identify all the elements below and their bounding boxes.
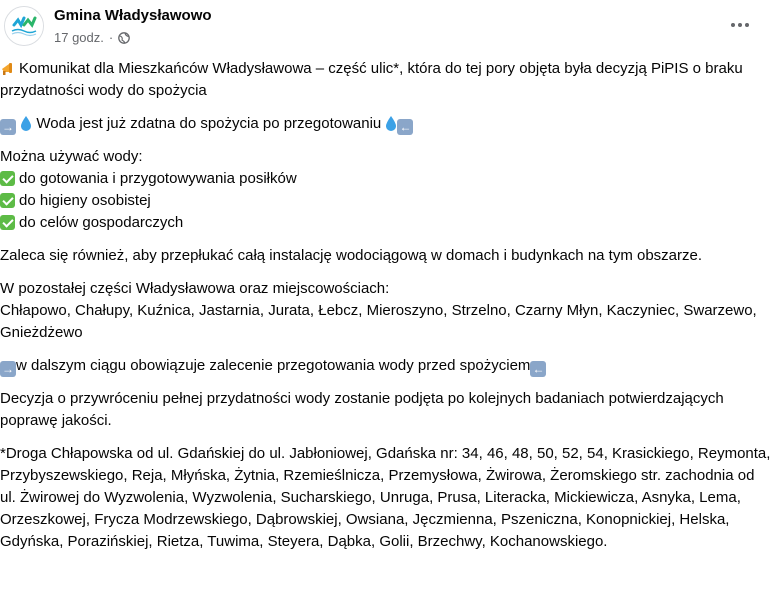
streets-footnote: *Droga Chłapowska od ul. Gdańskiej do ul. Jabłoniowej, Gdańska nr: 34, 46, 48, 50, 52, 54, Krasickiego, Reymonta, Przybyszewskiego, Reja, Młyńska, Żytnia, Rzemieślnicza, Przemysłowa, Żwirowa, Żeromskiego str. zachodnia od ul. Żwirowej do Wyzwolenia, Wyzwolenia, Sucharskiego, Unruga, Prusa, Literacka, Mickiewicza, Asnyka, Lema, Orzeszkowej, Frycza Modrzewskiego, Dąbrowskiej, Owsiana, Jęczmienna, Pszeniczna, Konopnickiej, Helska, Gdyńska, Porazińskiej, Rietza, Tuwima, Steyera, Dąbka, Golii, Brzechwy, Kochanowskiego. <box>0 445 771 550</box>
post-content <box>0 58 772 564</box>
intro-paragraph <box>0 58 772 102</box>
left-arrow-icon: ← <box>532 362 545 376</box>
post-meta <box>54 30 130 45</box>
usage-title: Można używać wody: <box>0 148 143 165</box>
more-dot <box>745 23 749 27</box>
usage-item: do higieny osobistej <box>19 192 151 209</box>
other-areas-list: Chłapowo, Chałupy, Kuźnica, Jastarnia, Jurata, Łebcz, Mieroszyno, Strzelno, Czarny Młyn, Kaczyniec, Swarzewo, Gnieżdżewo <box>0 302 757 341</box>
intro-text: Komunikat dla Mieszkańców Władysławowa – część ulic*, która do tej pory objęta była decyzją PiPIS o braku przydatności wody do spożycia <box>0 60 743 99</box>
right-arrow-icon: → <box>2 120 14 134</box>
meta-separator: · <box>108 30 114 45</box>
right-arrow-icon: → <box>2 362 14 376</box>
usage-item: do gotowania i przygotowywania posiłków <box>19 170 297 187</box>
post-header <box>0 0 776 54</box>
check-icon <box>0 193 15 208</box>
droplet-icon <box>20 115 32 131</box>
droplet-icon <box>385 115 397 131</box>
usage-item: do celów gospodarczych <box>19 214 184 231</box>
page-name[interactable]: Gmina Władysławowo <box>54 7 212 24</box>
decision-paragraph: Decyzja o przywróceniu pełnej przydatności wody zostanie podjęta po kolejnych badaniach potwierdzających poprawę jakości. <box>0 390 724 429</box>
more-dot <box>738 23 742 27</box>
check-icon <box>0 215 15 230</box>
headline-paragraph <box>0 113 772 135</box>
gmina-logo-icon <box>5 7 43 45</box>
usage-paragraph <box>0 146 772 234</box>
megaphone-icon <box>0 60 16 76</box>
check-icon <box>0 171 15 186</box>
headline-text: Woda jest już zdatna do spożycia po przegotowaniu <box>36 115 382 132</box>
post-time[interactable]: 17 godz. <box>54 30 104 45</box>
boil-paragraph <box>0 355 772 377</box>
other-areas-paragraph <box>0 278 772 344</box>
more-dot <box>731 23 735 27</box>
globe-icon <box>118 32 130 44</box>
boil-text: w dalszym ciągu obowiązuje zalecenie przegotowania wody przed spożyciem <box>16 357 531 374</box>
flush-paragraph: Zaleca się również, aby przepłukać całą instalację wodociągową w domach i budynkach na tym obszarze. <box>0 247 703 264</box>
left-arrow-icon: ← <box>399 120 412 134</box>
avatar[interactable] <box>4 6 44 46</box>
more-options-button[interactable] <box>722 9 758 41</box>
other-areas-title: W pozostałej części Władysławowa oraz miejscowościach: <box>0 280 390 297</box>
